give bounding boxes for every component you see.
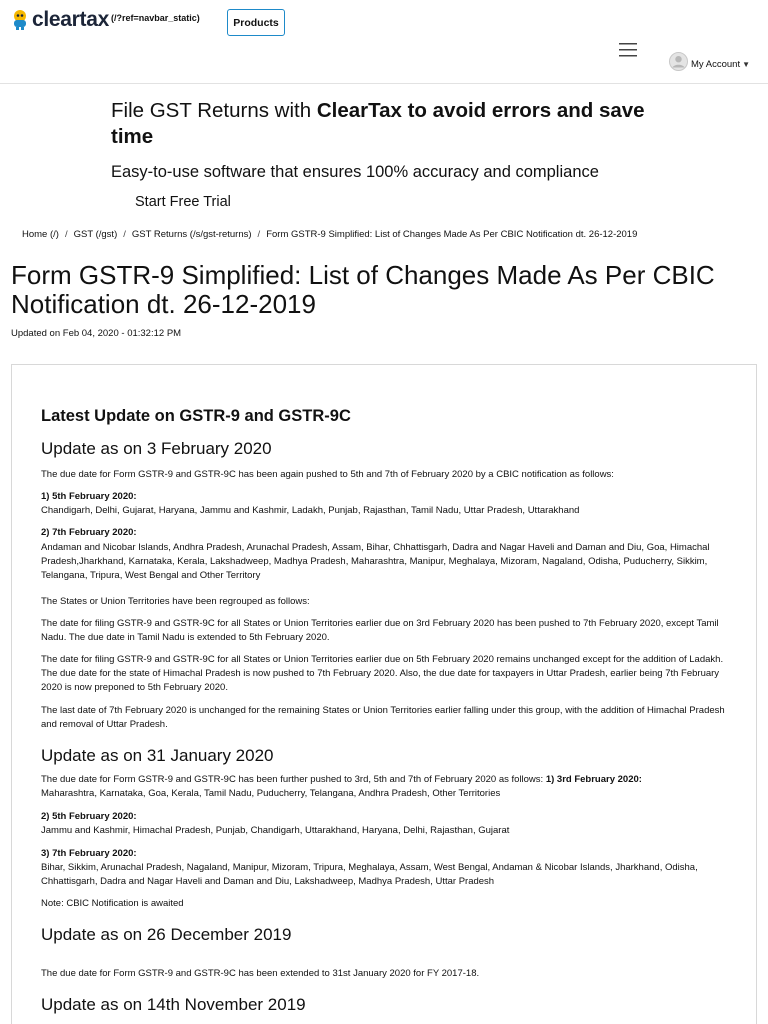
feb3-regrouped: The States or Union Territories have been regrouped as follows: bbox=[41, 596, 310, 607]
breadcrumb-separator: / bbox=[64, 229, 68, 240]
dec26-text: The due date for Form GSTR-9 and GSTR-9C has been extended to 31st January 2020 for FY 2017-18. bbox=[41, 968, 480, 979]
navbar bbox=[0, 0, 768, 84]
my-account-menu[interactable] bbox=[669, 52, 750, 76]
section-heading-nov14: Update as on 14th November 2019 bbox=[41, 995, 306, 1014]
breadcrumb-separator: / bbox=[257, 229, 261, 240]
jan31-group2-states: Jammu and Kashmir, Himachal Pradesh, Punjab, Chandigarh, Uttarakhand, Haryana, Delhi, Rajasthan, Gujarat bbox=[41, 825, 510, 836]
section-heading-dec26: Update as on 26 December 2019 bbox=[41, 925, 292, 944]
breadcrumb-separator: / bbox=[123, 229, 126, 240]
feb3-group1-label-text: 1) 5th February 2020: bbox=[41, 491, 137, 502]
products-button[interactable]: Products bbox=[227, 9, 285, 36]
feb3-group1-label bbox=[41, 490, 731, 504]
promo-title bbox=[111, 98, 671, 150]
promo-title-bold: ClearTax to avoid errors and save time bbox=[111, 99, 645, 148]
cleartax-logo-icon bbox=[10, 9, 30, 31]
logo-text: cleartax bbox=[32, 8, 109, 31]
promo-title-prefix: File GST Returns with bbox=[111, 99, 317, 122]
section-heading-jan31: Update as on 31 January 2020 bbox=[41, 746, 274, 765]
jan31-group3-label bbox=[41, 847, 731, 861]
jan31-group1-states: Maharashtra, Karnataka, Goa, Kerala, Tamil Nadu, Puducherry, Telangana, Andhra Pradesh, Other Territories bbox=[41, 788, 501, 799]
feb3-paragraph-3: The last date of 7th February 2020 is unchanged for the remaining States or Union Territories earlier falling under this group, with the addition of Himachal Pradesh and removal of Uttar Pradesh. bbox=[41, 705, 725, 730]
cleartax-logo[interactable] bbox=[10, 9, 200, 31]
jan31-note: Note: CBIC Notification is awaited bbox=[41, 898, 184, 909]
logo-ref-text: (/?ref=navbar_static) bbox=[111, 13, 200, 23]
jan31-intro-text: The due date for Form GSTR-9 and GSTR-9C has been further pushed to 3rd, 5th and 7th of February 2020 as follows: bbox=[41, 774, 546, 785]
breadcrumb-current: Form GSTR-9 Simplified: List of Changes Made As Per CBIC Notification dt. 26-12-2019 bbox=[266, 229, 638, 240]
feb3-paragraph-2: The date for filing GSTR-9 and GSTR-9C for all States or Union Territories earlier due on 5th February 2020 remains unchanged except for the addition of Ladakh. The due date for the state of Himachal Pradesh is now pushed to 7th February 2020. Also, the due date for taxpayers in Uttar Pradesh, earlier being 7th February 2020 is now preponed to 5th February 2020. bbox=[41, 654, 724, 693]
jan31-group1-label: 1) 3rd February 2020: bbox=[545, 774, 642, 785]
breadcrumb-gst-returns[interactable]: GST Returns (/s/gst-returns) bbox=[131, 229, 252, 240]
jan31-intro bbox=[41, 773, 731, 801]
promo-subtitle: Easy-to-use software that ensures 100% accuracy and compliance bbox=[111, 163, 599, 181]
breadcrumb-home[interactable]: Home (/) bbox=[22, 229, 59, 240]
latest-update-heading: Latest Update on GSTR-9 and GSTR-9C bbox=[41, 407, 351, 425]
breadcrumb bbox=[22, 229, 637, 240]
menu-icon[interactable] bbox=[618, 42, 638, 58]
feb3-paragraph-1: The date for filing GSTR-9 and GSTR-9C for all States or Union Territories earlier due on 3rd February 2020 has been pushed to 7th February 2020, except Tamil Nadu. The due date in Tamil Nadu is extended to 5th February 2020. bbox=[41, 618, 719, 643]
chevron-down-icon: ▼ bbox=[742, 59, 751, 69]
updated-timestamp: Updated on Feb 04, 2020 - 01:32:12 PM bbox=[11, 328, 182, 339]
jan31-group3-states: Bihar, Sikkim, Arunachal Pradesh, Nagaland, Manipur, Mizoram, Tripura, Meghalaya, Assam, West Bengal, Andaman & Nicobar Islands, Jharkhand, Odisha, Chhattisgarh, Dadra and Nagar Haveli and Daman and Diu, Lakshadweep, Madhya Pradesh, Uttar Pradesh bbox=[41, 862, 698, 887]
feb3-group2-label-text: 2) 7th February 2020: bbox=[41, 527, 137, 538]
my-account-label: My Account bbox=[691, 58, 741, 70]
jan31-group2-label bbox=[41, 810, 731, 824]
page-title: Form GSTR-9 Simplified: List of Changes Made As Per CBIC Notification dt. 26-12-2019 bbox=[11, 260, 715, 319]
user-avatar-icon bbox=[669, 52, 688, 76]
section-heading-feb3: Update as on 3 February 2020 bbox=[41, 439, 272, 458]
jan31-group2-label-text: 2) 5th February 2020: bbox=[41, 811, 137, 822]
breadcrumb-gst[interactable]: GST (/gst) bbox=[73, 229, 118, 240]
feb3-group1-states: Chandigarh, Delhi, Gujarat, Haryana, Jammu and Kashmir, Ladakh, Punjab, Rajasthan, Tamil Nadu, Uttar Pradesh, Uttarakhand bbox=[41, 505, 580, 516]
feb3-group2-states: Andaman and Nicobar Islands, Andhra Pradesh, Arunachal Pradesh, Assam, Bihar, Chhattisgarh, Dadra and Nagar Haveli and Daman and Diu, Goa, Himachal Pradesh,Jharkhand, Karnataka, Kerala, Lakshadweep, Madhya Pradesh, Maharashtra, Manipur, Meghalaya, Mizoram, Nagaland, Odisha, Puducherry, Sikkim, Telangana, Tripura, West Bengal and Other Territory bbox=[41, 542, 710, 581]
feb3-intro: The due date for Form GSTR-9 and GSTR-9C has been again pushed to 5th and 7th of February 2020 by a CBIC notification as follows: bbox=[41, 469, 614, 480]
feb3-group2-label bbox=[41, 526, 731, 540]
jan31-group3-label-text: 3) 7th February 2020: bbox=[41, 848, 137, 859]
start-free-trial-link[interactable]: Start Free Trial bbox=[135, 194, 231, 210]
article-content bbox=[11, 364, 757, 1024]
